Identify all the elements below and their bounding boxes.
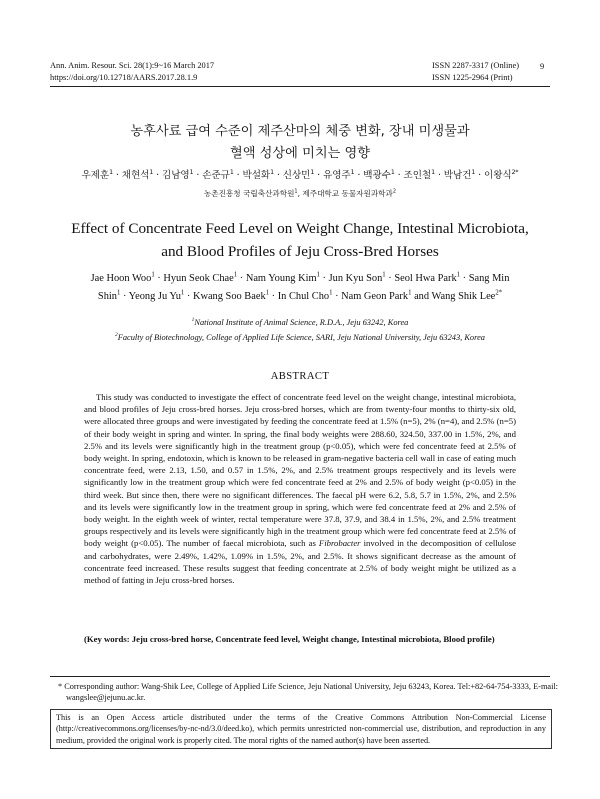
author-name: 박설화 <box>242 170 271 181</box>
author-name: Nam Geon Park <box>341 290 409 302</box>
english-authors <box>50 270 550 305</box>
author-name: Jae Hoon Woo <box>90 273 152 284</box>
author-affil-sup: 1 <box>265 289 270 297</box>
english-title-line-1: Effect of Concentrate Feed Level on Weight Change, Intestinal Microbiota, <box>71 220 529 237</box>
author-name: 김남영 <box>162 170 190 181</box>
english-affiliation-2 <box>50 333 550 342</box>
author-affil-sup: 1 <box>390 168 395 176</box>
author-name: In Chul Cho <box>277 290 330 302</box>
author-affil-sup: 1 <box>350 168 355 176</box>
korean-affil-2: 제주대학교 동물자원과학과 <box>302 189 393 198</box>
author-affil-sup: 2* <box>495 289 503 297</box>
author-affil-sup: 1 <box>151 271 155 279</box>
author-name: 우제훈 <box>81 170 110 181</box>
korean-affil-2-sup: 2 <box>392 188 397 195</box>
abstract-text-part-2: involved in the decomposition of cellulose and carbohydrates, were 2.49%, 1.42%, 1.09% in 1.5%, 2%, and 2.5%. It shows significant decrease as the amount of concentrate feed increased. These results suggest that feeding concentrate at 2.5% of body weight might be utilized as a method of fatting in Jeju cross-bred horses. <box>84 538 516 586</box>
author-name: 박남건 <box>443 170 472 181</box>
author-affil-sup: 1 <box>431 168 435 176</box>
author-affil-sup: 1 <box>408 289 412 297</box>
affil-2-sup: 2 <box>115 332 118 339</box>
korean-authors: 우제훈$^1$ · 채현석$^1$ · 김남영$^1$ · 손준규$^1$ · 박설화$^1$ · 신상민$^1$ · 유영주$^1$ · 백광수$^1$ · 조인철$^1$ · 박남건$^1$ · 이왕식$^{2*}$ <box>81 168 519 181</box>
page-number: 9 <box>540 62 545 71</box>
issn-block <box>432 60 519 83</box>
author-affil-sup: 1 <box>149 168 154 176</box>
author-affil-sup: 1 <box>471 168 476 176</box>
english-affiliation-1 <box>50 318 550 327</box>
author-affil-sup: 1 <box>310 168 315 176</box>
author-affil-sup: 1 <box>109 168 113 176</box>
english-authors-line-2: Shin$^1$ · Yeong Ju $Yu^1$ · Kwang Soo Baek$^1$ · In Chul Cho$^1$ · Nam Geon Park$^1$ and Wang Shik Lee$^{2*}$ <box>97 289 503 302</box>
author-affil-sup: 1 <box>270 168 274 176</box>
open-access-notice: This is an Open Access article distributed under the terms of the Creative Commons Attribution Non-Commercial License (http://creativecommons.org/licenses/by-nc-nd/3.0/deed.ko), which permits unrestricted non-commercial use, distribution, and reproduction in any medium, provided the original work is properly cited. The moral rights of the named author(s) have been asserted. <box>50 709 552 749</box>
abstract-italic-term: Fibrobacter <box>318 538 361 549</box>
english-title-line-2: and Blood Profiles of Jeju Cross-Bred Horses <box>161 242 439 260</box>
author-name: 백광수 <box>363 170 391 181</box>
abstract-body <box>84 391 516 586</box>
author-affil-sup: 2* <box>511 168 519 176</box>
author-name: Shin <box>97 290 117 302</box>
author-name: Seol Hwa Park <box>394 273 457 284</box>
author-affil-sup: 1 <box>180 289 185 297</box>
korean-title-line-2: 혈액 성상에 미치는 영향 <box>230 146 370 161</box>
author-affil-sup: 1 <box>233 271 238 279</box>
journal-citation: Ann. Anim. Resour. Sci. 28(1):9~16 March 2017 <box>50 61 215 70</box>
author-name: 이왕식 <box>484 170 512 181</box>
affil-1-text: National Institute of Animal Science, R.D.A., Jeju 63242, Korea <box>194 318 409 327</box>
keywords: (Key words: Jeju cross-bred horse, Concentrate feed level, Weight change, Intestinal microbiota, Blood profile) <box>84 634 495 644</box>
abstract-text-part-1: This study was conducted to investigate the effect of concentrate feed level on the weight change, intestinal microbiota, and blood profiles of Jeju cross-bred horses. Jeju cross-bred horses, which are from twenty-four months to thirty-six old, were allocated three groups and were investigated by feeding the concentrate feed at 1.5% (n=5), 2% (n=4), and 2.5% (n=5) of their body weight in spring and winter. In spring, the final body weights were 288.60, 324.50, 337.00 in 1.5%, 2%, and 2.5% and its levels were significantly high in the treatment group (p<0.05), which were fed concentrate feed at 2.5% of body weight. In spring, endotoxin, which is known to be released in gram-negative bacteria cell wall in case of eating much concentrate feed, were 2.13, 1.50, and 0.57 in 1.5%, 2%, and 2.5% treatment groups respectively and its levels were significantly low in the treatment group which were fed concentrate feed at 2% and 2.5% of body weight (p<0.05) in the third week. But since then, there were no significant differences. The faecal pH were 6.2, 5.8, 5.7 in 1.5%, 2%, and 2.5% and its levels were significantly low in the treatment group in spring, which were fed concentrate feed at 2% and 2.5% of body weight. In the eighth week of winter, rectal temperature were 37.8, 37.9, and 38.4 in 1.5%, 2%, and 2.5% treatment groups respectively and its levels were significantly high in the treatment group which were fed concentrate feed at 2.5% of body weight (p<0.05). The number of faecal microbiota, such as <box>84 392 516 549</box>
author-name: 채현석 <box>121 170 150 181</box>
doi-link[interactable]: https://doi.org/10.12718/AARS.2017.28.1.9 <box>50 72 198 82</box>
author-affil-sup: 1 <box>189 168 194 176</box>
author-affil-sup: 1 <box>382 271 386 279</box>
korean-affil-1: 농촌진흥청 국립축산과학원 <box>203 189 295 198</box>
author-name: 손준규 <box>202 170 230 181</box>
affil-1-sup: 1 <box>191 317 195 324</box>
author-affil-sup: 1 <box>316 271 320 279</box>
affil-2-text: Faculty of Biotechnology, College of Applied Life Science, SARI, Jeju National University, Jeju 63243, Korea <box>117 333 485 342</box>
author-name: Kwang Soo Baek <box>192 290 266 302</box>
issn-print: ISSN 1225-2964 (Print) <box>432 72 513 82</box>
author-affil-sup: 1 <box>229 168 234 176</box>
author-name: Yeong Ju Yu <box>128 290 181 302</box>
english-authors-line-1: Jae Hoon Woo$^1$ · Hyun Seok Chae$^1$ · Nam Young Kim$^1$ · Jun Kyu Son$^1$ · Seol Hwa Park$^1$ · Sang Min <box>90 271 510 284</box>
korean-title <box>50 121 550 165</box>
header-divider <box>50 86 550 87</box>
journal-header <box>50 60 214 83</box>
footnote-divider <box>50 676 550 677</box>
english-title <box>50 218 550 263</box>
author-name: Jun Kyu Son <box>328 273 383 284</box>
author-name: Nam Young Kim <box>245 273 317 284</box>
author-affil-sup: 1 <box>329 289 333 297</box>
author-affil-sup: 1 <box>456 271 461 279</box>
author-conjunction: and <box>414 290 430 302</box>
issn-online: ISSN 2287-3317 (Online) <box>432 61 520 70</box>
korean-affil-1-sup: 1 <box>294 188 298 195</box>
author-name: Wang Shik Lee <box>431 290 496 302</box>
author-name: 조인철 <box>403 170 432 181</box>
author-name: 유영주 <box>323 170 351 181</box>
abstract-heading: ABSTRACT <box>270 371 330 382</box>
author-affil-sup: 1 <box>116 289 121 297</box>
corresponding-author-note: * Corresponding author: Wang-Shik Lee, College of Applied Life Science, Jeju National University, Jeju 63243, Korea. Tel:+82-64-754-3333, E-mail: wangslee@jejunu.ac.kr. <box>58 682 558 702</box>
author-name: Hyun Seok Chae <box>163 273 234 284</box>
author-name: Sang Min <box>468 273 510 284</box>
author-name: 신상민 <box>282 170 311 181</box>
korean-affiliations: 농촌진흥청 국립축산과학원$^1$, 제주대학교 동물자원과학과$^2$ <box>203 188 397 198</box>
korean-title-line-1: 농후사료 급여 수준이 제주산마의 체중 변화, 장내 미생물과 <box>130 124 470 139</box>
